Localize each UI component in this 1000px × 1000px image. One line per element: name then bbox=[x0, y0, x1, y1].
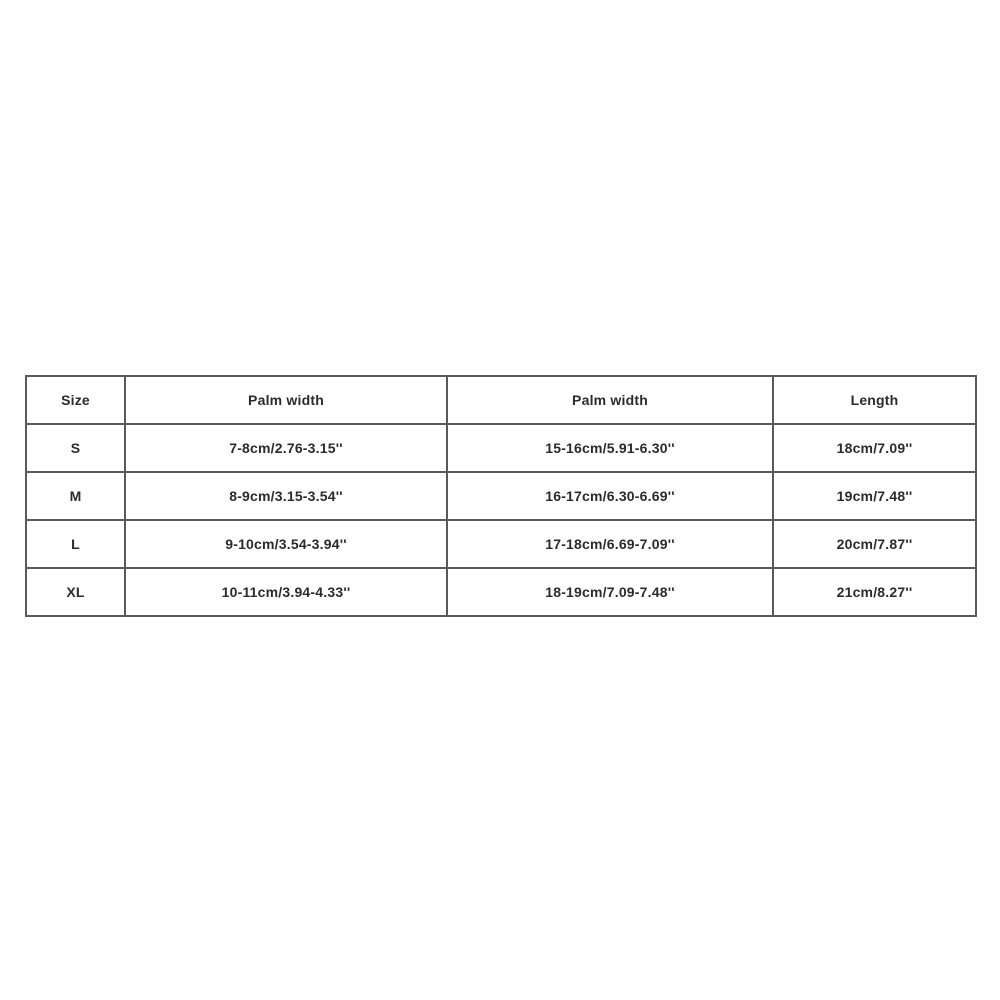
table-row bbox=[26, 472, 976, 520]
cell-size: S bbox=[26, 424, 125, 472]
cell-palm-width-2: 18-19cm/7.09-7.48'' bbox=[447, 568, 773, 616]
cell-size: XL bbox=[26, 568, 125, 616]
cell-palm-width-1: 8-9cm/3.15-3.54'' bbox=[125, 472, 447, 520]
cell-palm-width-1: 9-10cm/3.54-3.94'' bbox=[125, 520, 447, 568]
table-row bbox=[26, 568, 976, 616]
cell-length: 19cm/7.48'' bbox=[773, 472, 976, 520]
table-row bbox=[26, 424, 976, 472]
table-row bbox=[26, 520, 976, 568]
size-chart-table bbox=[25, 375, 977, 617]
cell-palm-width-1: 7-8cm/2.76-3.15'' bbox=[125, 424, 447, 472]
header-length: Length bbox=[773, 376, 976, 424]
cell-palm-width-2: 16-17cm/6.30-6.69'' bbox=[447, 472, 773, 520]
header-palm-width-2: Palm width bbox=[447, 376, 773, 424]
cell-length: 20cm/7.87'' bbox=[773, 520, 976, 568]
header-palm-width-1: Palm width bbox=[125, 376, 447, 424]
cell-palm-width-1: 10-11cm/3.94-4.33'' bbox=[125, 568, 447, 616]
cell-palm-width-2: 15-16cm/5.91-6.30'' bbox=[447, 424, 773, 472]
header-size: Size bbox=[26, 376, 125, 424]
cell-length: 18cm/7.09'' bbox=[773, 424, 976, 472]
cell-size: M bbox=[26, 472, 125, 520]
cell-length: 21cm/8.27'' bbox=[773, 568, 976, 616]
header-row bbox=[26, 376, 976, 424]
cell-palm-width-2: 17-18cm/6.69-7.09'' bbox=[447, 520, 773, 568]
cell-size: L bbox=[26, 520, 125, 568]
